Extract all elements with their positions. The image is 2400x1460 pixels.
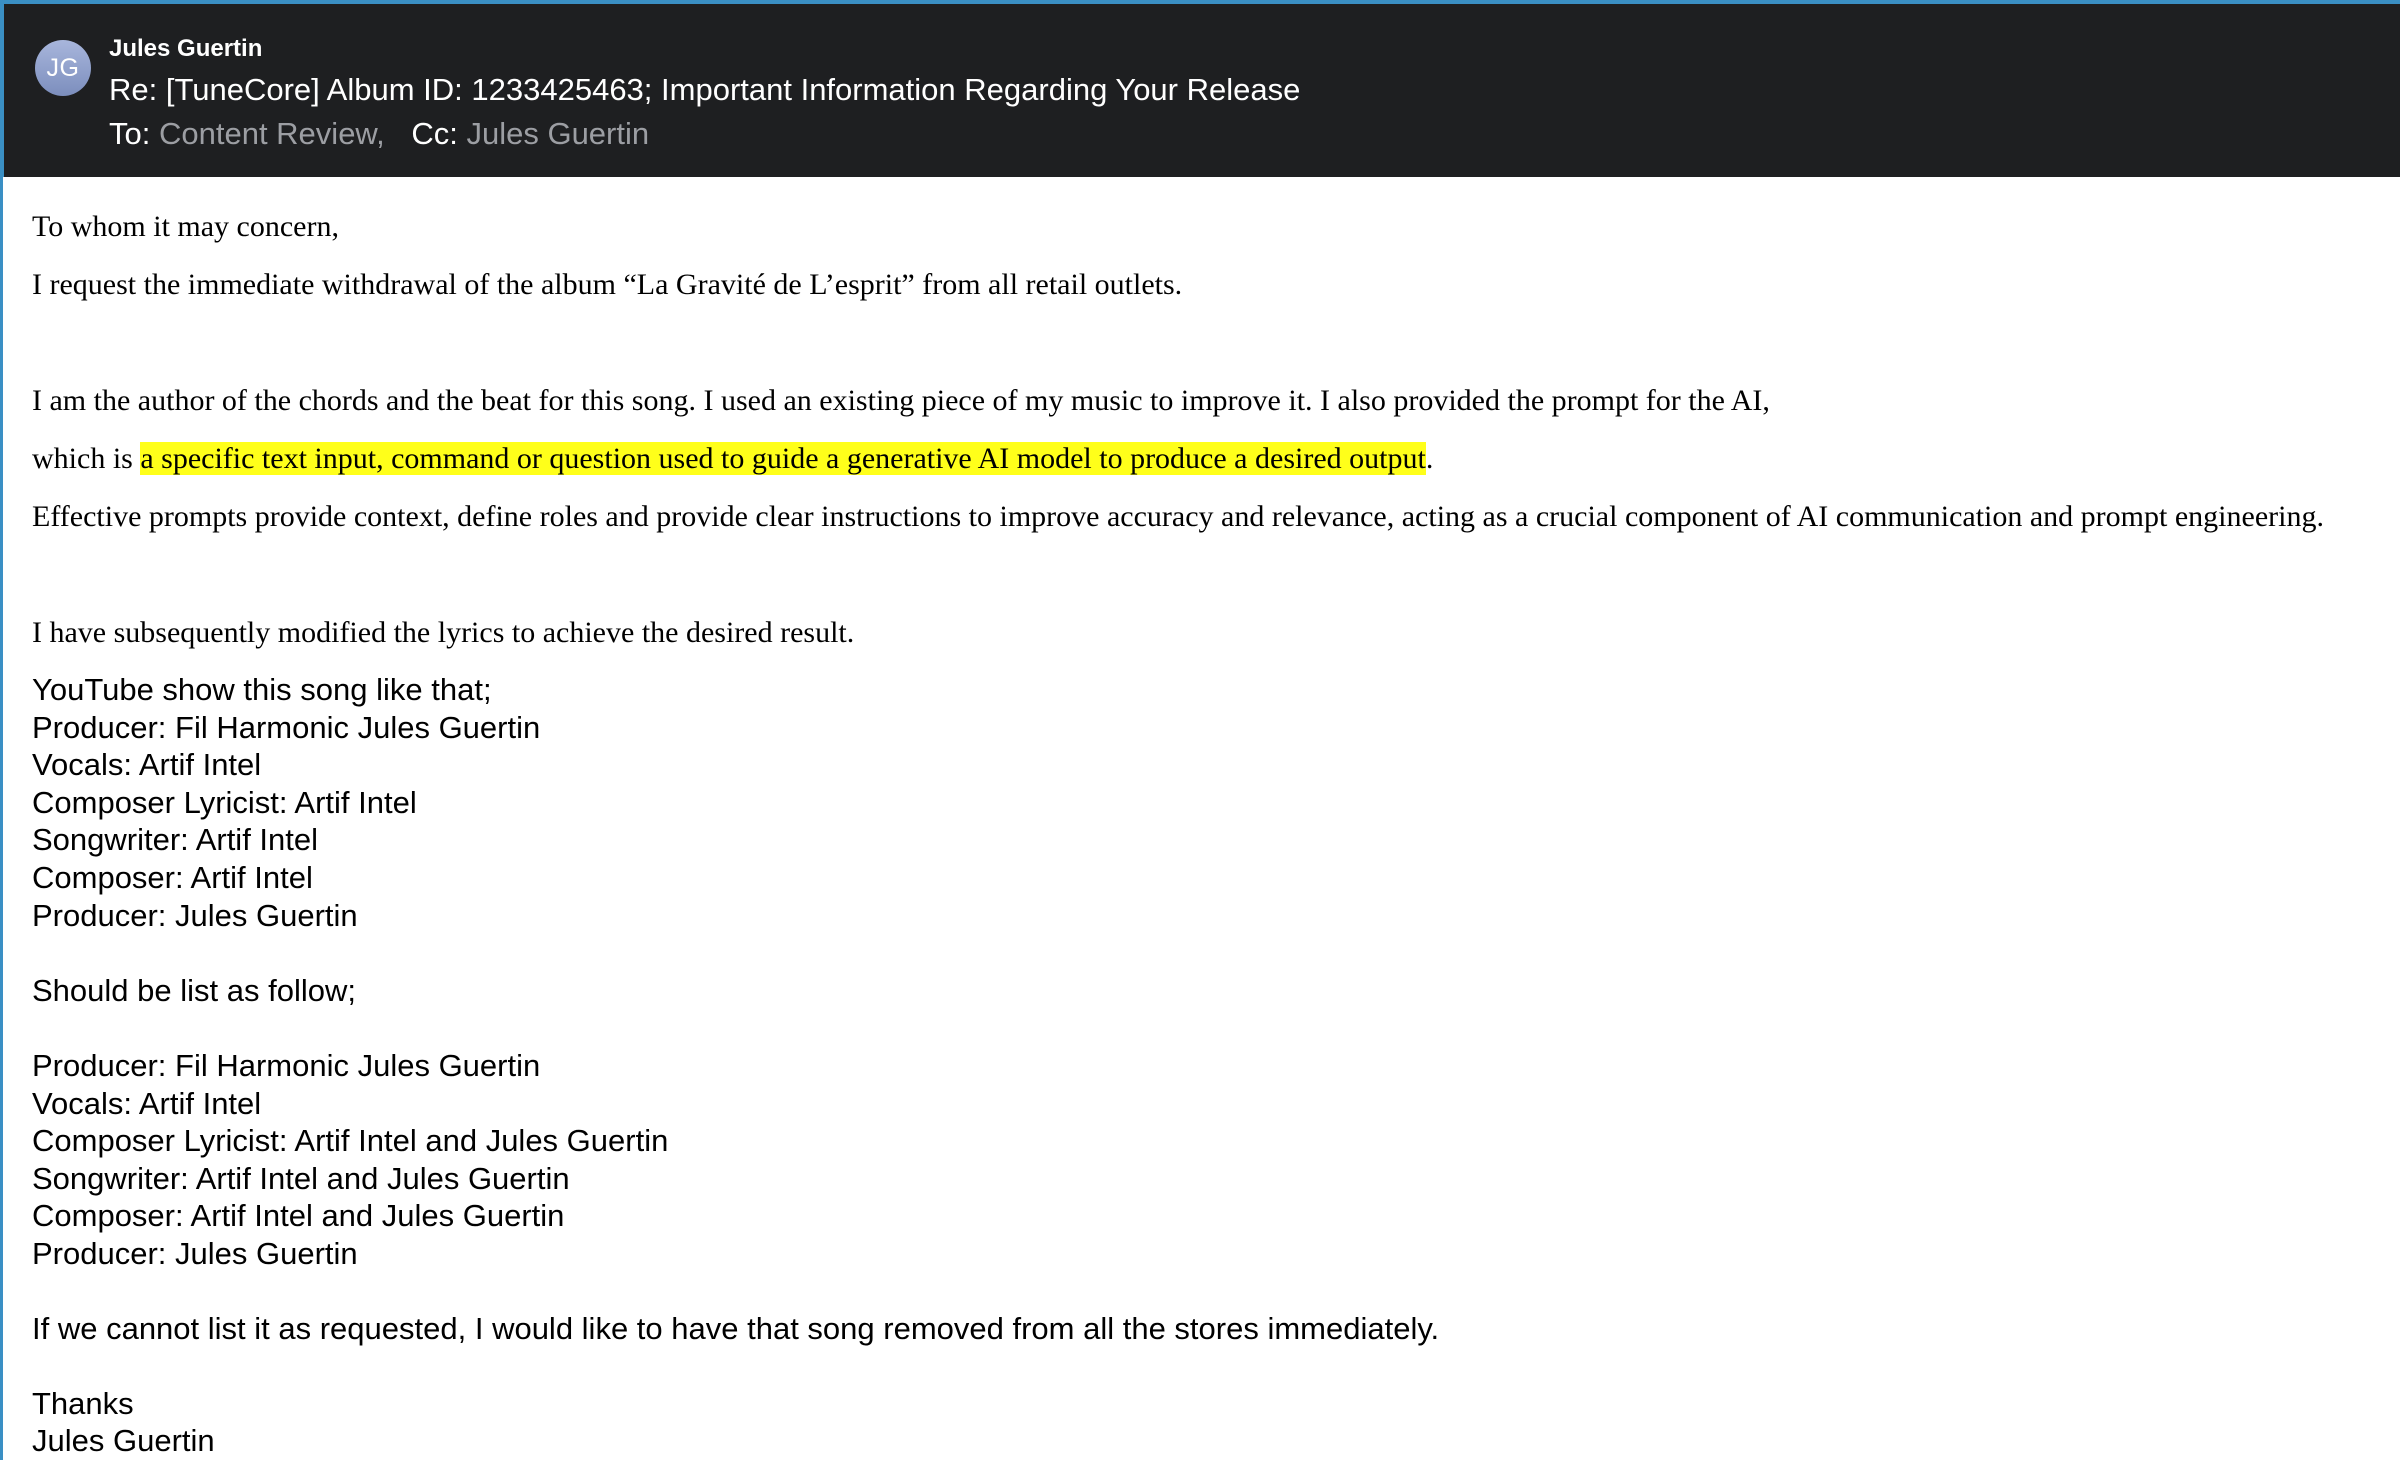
youtube-credit: Songwriter: Artif Intel bbox=[32, 822, 319, 857]
email-body bbox=[32, 177, 2392, 1460]
highlighted-definition: a specific text input, command or question used to guide a generative AI model to produce a desired output bbox=[140, 442, 1426, 475]
youtube-credit: Vocals: Artif Intel bbox=[32, 747, 262, 782]
sender-name[interactable]: Jules Guertin bbox=[109, 35, 263, 62]
email-subject: Re: [TuneCore] Album ID: 1233425463; Important Information Regarding Your Release bbox=[109, 72, 1301, 107]
requested-credit: Composer: Artif Intel and Jules Guertin bbox=[32, 1198, 565, 1233]
signature: Jules Guertin bbox=[32, 1423, 215, 1458]
youtube-credit: Producer: Jules Guertin bbox=[32, 898, 358, 933]
requested-credit: Producer: Fil Harmonic Jules Guertin bbox=[32, 1048, 541, 1083]
to-label: To: bbox=[109, 116, 151, 151]
youtube-credit: Producer: Fil Harmonic Jules Guertin bbox=[32, 710, 541, 745]
youtube-credit: Composer Lyricist: Artif Intel bbox=[32, 785, 417, 820]
author-statement: I am the author of the chords and the beat for this song. I used an existing piece of my music to improve it. I also provided the prompt for the AI, bbox=[32, 384, 1770, 417]
withdrawal-request: I request the immediate withdrawal of the album “La Gravité de L’esprit” from all retail outlets. bbox=[32, 268, 1183, 301]
sign-off: Thanks bbox=[32, 1386, 134, 1421]
quote-border bbox=[0, 177, 3, 1460]
removal-request: If we cannot list it as requested, I would like to have that song removed from all the stores immediately. bbox=[32, 1311, 1440, 1346]
requested-credit: Composer Lyricist: Artif Intel and Jules Guertin bbox=[32, 1123, 669, 1158]
to-recipient[interactable]: Content Review, bbox=[158, 116, 385, 151]
effective-prompts: Effective prompts provide context, define roles and provide clear instructions to improve accuracy and relevance, acting as a crucial component of AI communication and prompt engineering. bbox=[32, 500, 2324, 533]
prompt-definition-line bbox=[32, 439, 1433, 479]
cc-recipient[interactable]: Jules Guertin bbox=[466, 116, 650, 151]
recipients-row bbox=[109, 114, 649, 154]
prompt-prefix: which is bbox=[32, 442, 141, 475]
greeting: To whom it may concern, bbox=[32, 210, 339, 243]
requested-credit: Vocals: Artif Intel bbox=[32, 1086, 262, 1121]
youtube-credit: Composer: Artif Intel bbox=[32, 860, 313, 895]
email-header bbox=[0, 0, 2400, 177]
youtube-intro: YouTube show this song like that; bbox=[32, 672, 492, 707]
requested-credit: Producer: Jules Guertin bbox=[32, 1236, 358, 1271]
avatar[interactable]: JG bbox=[35, 40, 91, 96]
modified-lyrics: I have subsequently modified the lyrics to achieve the desired result. bbox=[32, 616, 855, 649]
requested-credit: Songwriter: Artif Intel and Jules Guertin bbox=[32, 1161, 570, 1196]
should-be-intro: Should be list as follow; bbox=[32, 973, 356, 1008]
cc-label: Cc: bbox=[411, 116, 458, 151]
prompt-suffix: . bbox=[1425, 442, 1434, 475]
